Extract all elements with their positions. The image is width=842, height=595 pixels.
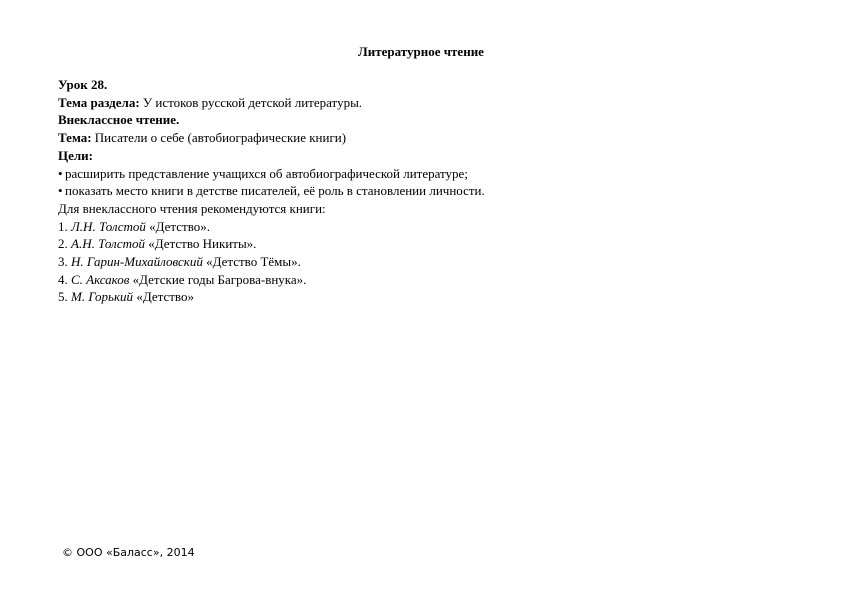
book-number: 1. [58, 218, 68, 234]
book-title: «Детство». [149, 218, 211, 234]
book-title: «Детство» [136, 289, 194, 305]
recommend-intro: Для внеклассного чтения рекомендуются книги: [58, 200, 326, 216]
book-item [58, 253, 485, 271]
book-author: С. Аксаков [71, 271, 130, 287]
page-title: Литературное чтение [358, 44, 484, 59]
topic-line [58, 129, 485, 147]
book-title: «Детские годы Багрова-внука». [132, 271, 307, 287]
book-author: А.Н. Толстой [71, 236, 146, 252]
goal-item [58, 165, 485, 183]
book-author: М. Горький [71, 289, 134, 305]
book-number: 3. [58, 254, 68, 270]
copyright-footer: © ООО «Баласс», 2014 [62, 546, 195, 559]
book-number: 4. [58, 271, 68, 287]
book-number: 5. [58, 289, 68, 305]
book-item [58, 271, 485, 289]
goals-label: Цели: [58, 147, 93, 163]
extracurricular-heading: Внеклассное чтение. [58, 112, 180, 128]
section-value: У истоков русской детской литературы. [142, 94, 363, 110]
goal-item [58, 182, 485, 200]
book-author: Н. Гарин-Михайловский [71, 254, 203, 270]
lesson-number: Урок 28. [58, 77, 108, 92]
book-author: Л.Н. Толстой [71, 218, 146, 234]
book-number: 2. [58, 236, 68, 252]
bullet-icon: • [58, 183, 63, 199]
bullet-icon: • [58, 165, 63, 181]
book-title: «Детство Тёмы». [206, 254, 301, 270]
book-item [58, 218, 485, 236]
topic-value: Писатели о себе (автобиографические книги) [94, 130, 347, 146]
topic-label: Тема: [58, 130, 92, 146]
book-item [58, 288, 485, 306]
lesson-body [58, 76, 485, 306]
section-line [58, 94, 485, 112]
goal-text: показать место книги в детстве писателей, её роль в становлении личности. [65, 183, 485, 199]
book-title: «Детство Никиты». [148, 236, 257, 252]
goal-text: расширить представление учащихся об автобиографической литературе; [65, 165, 468, 181]
section-label: Тема раздела: [58, 94, 140, 110]
book-item [58, 235, 485, 253]
